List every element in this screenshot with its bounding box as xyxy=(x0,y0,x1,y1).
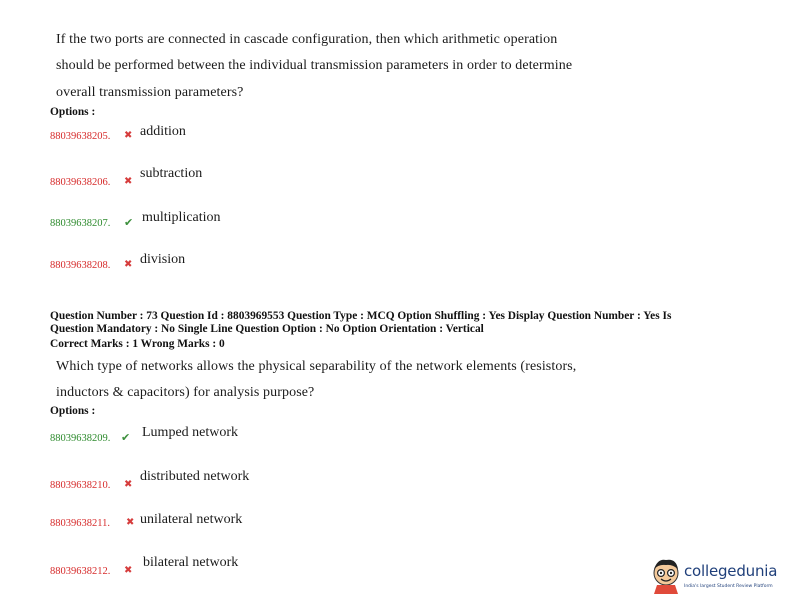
option-id: 88039638207. xyxy=(50,218,111,229)
question2-line-2: inductors & capacitors) for analysis purpose? xyxy=(56,385,315,400)
question1-line-2: should be performed between the individual transmission parameters in order to determine xyxy=(56,58,573,73)
cross-mark-icon: ✖ xyxy=(126,517,135,528)
check-mark-icon: ✔ xyxy=(121,431,131,444)
option-id: 88039638209. xyxy=(50,433,111,444)
question2-line-1: Which type of networks allows the physical separability of the network elements (resistors, xyxy=(56,359,577,374)
option-text: distributed network xyxy=(140,469,250,484)
logo-wordmark: collegedunia xyxy=(684,562,778,580)
question2-options-label: Options : xyxy=(50,405,96,417)
question1-options-label: Options : xyxy=(50,106,96,118)
cross-mark-icon: ✖ xyxy=(124,176,133,187)
option-text: division xyxy=(140,252,186,267)
logo-tagline: India's largest Student Review Platform xyxy=(684,584,773,589)
option-id: 88039638206. xyxy=(50,177,111,188)
question1-line-1: If the two ports are connected in cascade configuration, then which arithmetic operation xyxy=(56,32,558,47)
cross-mark-icon: ✖ xyxy=(124,259,133,270)
mascot-icon xyxy=(648,556,684,596)
option-id: 88039638211. xyxy=(50,518,110,529)
option-id: 88039638210. xyxy=(50,480,111,491)
question2-marks-line: Correct Marks : 1 Wrong Marks : 0 xyxy=(50,338,225,350)
option-text: bilateral network xyxy=(143,555,239,570)
option-text: subtraction xyxy=(140,166,203,181)
cross-mark-icon: ✖ xyxy=(124,479,133,490)
option-text: unilateral network xyxy=(140,512,243,527)
option-id: 88039638205. xyxy=(50,131,111,142)
question2-meta-line-2: Question Mandatory : No Single Line Question Option : No Option Orientation : Vertical xyxy=(50,323,484,335)
check-mark-icon: ✔ xyxy=(124,216,134,229)
question1-line-3: overall transmission parameters? xyxy=(56,85,244,100)
option-id: 88039638208. xyxy=(50,260,111,271)
option-text: Lumped network xyxy=(142,425,239,440)
option-text: addition xyxy=(140,124,186,139)
cross-mark-icon: ✖ xyxy=(124,565,133,576)
cross-mark-icon: ✖ xyxy=(124,130,133,141)
option-text: multiplication xyxy=(142,210,221,225)
question2-meta-line-1: Question Number : 73 Question Id : 8803969553 Question Type : MCQ Option Shuffling : Yes Display Question Number : Yes Is xyxy=(50,310,672,322)
option-id: 88039638212. xyxy=(50,566,111,577)
